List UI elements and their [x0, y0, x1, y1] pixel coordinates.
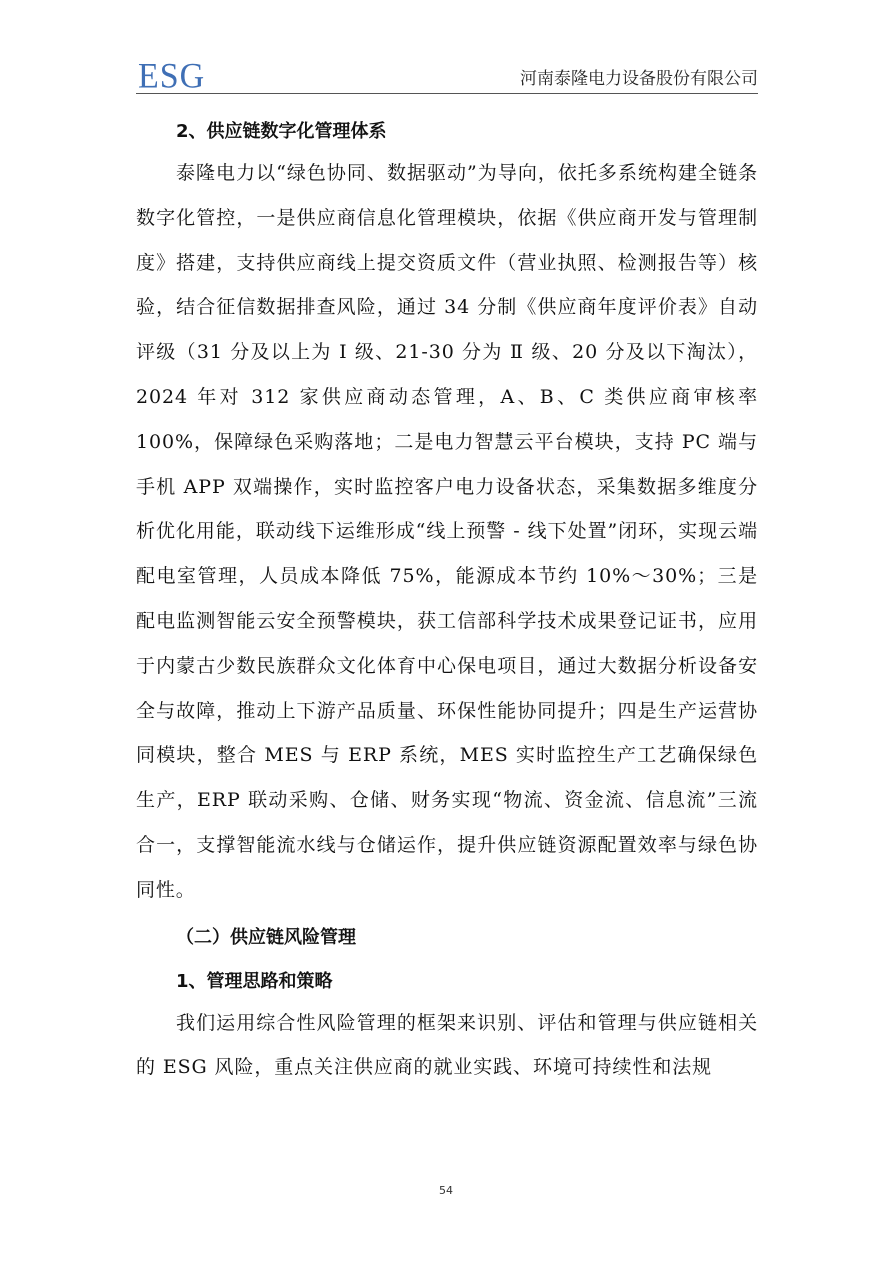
section-heading-digital-management: 2、供应链数字化管理体系: [176, 121, 387, 142]
page-header: [136, 57, 758, 96]
header-divider: [136, 93, 758, 94]
company-name: 河南泰隆电力设备股份有限公司: [520, 69, 758, 89]
esg-logo: ESG: [138, 57, 206, 96]
section-heading-strategy: 1、管理思路和策略: [176, 970, 333, 992]
paragraph-digital-management: 泰隆电力以“绿色协同、数据驱动”为导向，依托多系统构建全链条数字化管控，一是供应商信息化管理模块，依据《供应商开发与管理制度》搭建，支持供应商线上提交资质文件（营业执照、检测报告等）核验，结合征信数据排查风险，通过 34 分制《供应商年度评价表》自动评级（31 分及以上为 I 级、21-30 分为 Ⅱ 级、20 分及以下淘汰），2024 年对 312 家供应商动态管理，A、B、C 类供应商审核率 100%，保障绿色采购落地；二是电力智慧云平台模块，支持 PC 端与手机 APP 双端操作，实时监控客户电力设备状态，采集数据多维度分析优化用能，联动线下运维形成“线上预警 - 线下处置”闭环，实现云端配电室管理，人员成本降低 75%，能源成本节约 10%～30%；三是配电监测智能云安全预警模块，获工信部科学技术成果登记证书，应用于内蒙古少数民族群众文化体育中心保电项目，通过大数据分析设备安全与故障，推动上下游产品质量、环保性能协同提升；四是生产运营协同模块，整合 MES 与 ERP 系统，MES 实时监控生产工艺确保绿色生产，ERP 联动采购、仓储、财务实现“物流、资金流、信息流”三流合一，支撑智能流水线与仓储运作，提升供应链资源配置效率与绿色协同性。: [136, 162, 758, 901]
paragraph-strategy: 我们运用综合性风险管理的框架来识别、评估和管理与供应链相关的 ESG 风险，重点关注供应商的就业实践、环境可持续性和法规: [136, 1011, 758, 1079]
section-heading-risk-management: （二）供应链风险管理: [176, 926, 356, 948]
document-body: [136, 113, 758, 1090]
page-number: 54: [439, 1184, 453, 1197]
